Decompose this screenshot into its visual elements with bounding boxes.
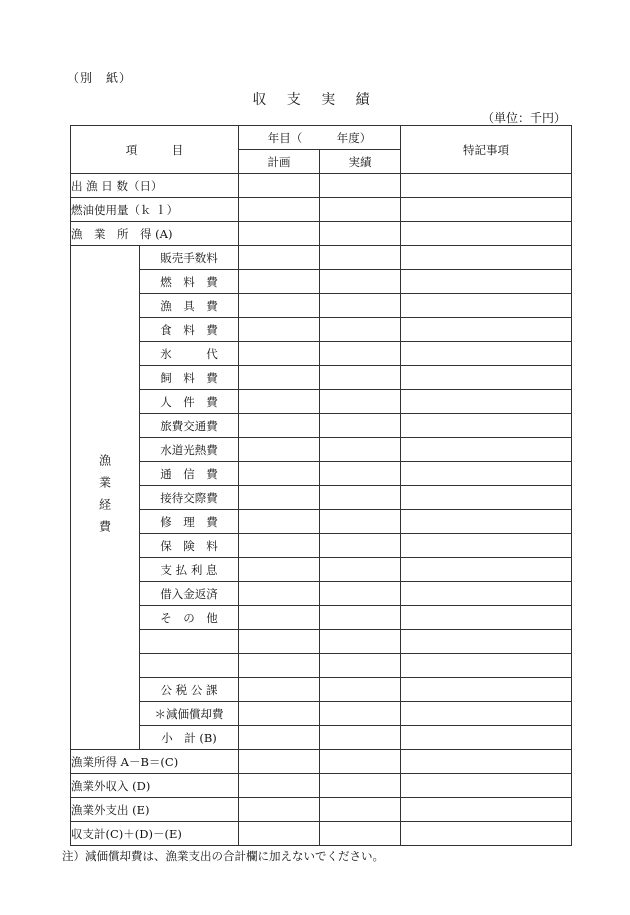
table-row xyxy=(71,174,572,198)
actual-cell[interactable] xyxy=(320,606,401,630)
remarks-cell[interactable] xyxy=(401,222,572,246)
plan-cell[interactable] xyxy=(239,174,320,198)
remarks-cell[interactable] xyxy=(401,822,572,846)
remarks-cell[interactable] xyxy=(401,678,572,702)
remarks-cell[interactable] xyxy=(401,390,572,414)
expense-item-label: 公 税 公 課 xyxy=(140,678,239,702)
expense-group-cell xyxy=(71,246,140,750)
table-row xyxy=(71,678,572,702)
table-row xyxy=(71,342,572,366)
actual-cell[interactable] xyxy=(320,774,401,798)
remarks-cell[interactable] xyxy=(401,726,572,750)
plan-cell[interactable] xyxy=(239,678,320,702)
actual-cell[interactable] xyxy=(320,222,401,246)
table-row xyxy=(71,582,572,606)
plan-cell[interactable] xyxy=(239,630,320,654)
remarks-cell[interactable] xyxy=(401,582,572,606)
row-label: 漁 業 所 得 (A) xyxy=(71,222,239,246)
table-row xyxy=(71,510,572,534)
actual-cell[interactable] xyxy=(320,390,401,414)
remarks-cell[interactable] xyxy=(401,654,572,678)
plan-cell[interactable] xyxy=(239,702,320,726)
expense-item-label: 販売手数料 xyxy=(140,246,239,270)
table-row xyxy=(71,798,572,822)
remarks-cell[interactable] xyxy=(401,270,572,294)
actual-cell[interactable] xyxy=(320,294,401,318)
actual-cell[interactable] xyxy=(320,726,401,750)
expense-item-label xyxy=(140,630,239,654)
expense-item-label: 漁 具 費 xyxy=(140,294,239,318)
table-row xyxy=(71,294,572,318)
row-label: 燃油使用量（ｋ ｌ） xyxy=(71,198,239,222)
page-title: 収 支 実 績 xyxy=(252,92,378,108)
header-remarks: 特記事項 xyxy=(401,126,572,174)
table-row xyxy=(71,246,572,270)
actual-cell[interactable] xyxy=(320,318,401,342)
expense-item-label: 食 料 費 xyxy=(140,318,239,342)
expense-item-label: 接待交際費 xyxy=(140,486,239,510)
header-year: 年目（ 年度） xyxy=(239,126,401,150)
table-row xyxy=(71,534,572,558)
remarks-cell[interactable] xyxy=(401,774,572,798)
expense-item-label: 修 理 費 xyxy=(140,510,239,534)
actual-cell[interactable] xyxy=(320,366,401,390)
actual-cell[interactable] xyxy=(320,510,401,534)
plan-cell[interactable] xyxy=(239,198,320,222)
plan-cell[interactable] xyxy=(239,342,320,366)
remarks-cell[interactable] xyxy=(401,198,572,222)
remarks-cell[interactable] xyxy=(401,318,572,342)
income-expense-table xyxy=(70,125,572,846)
remarks-cell[interactable] xyxy=(401,246,572,270)
header-actual: 実績 xyxy=(320,150,401,174)
remarks-cell[interactable] xyxy=(401,558,572,582)
plan-cell[interactable] xyxy=(239,486,320,510)
actual-cell[interactable] xyxy=(320,534,401,558)
table-row xyxy=(71,606,572,630)
table-row xyxy=(71,774,572,798)
remarks-cell[interactable] xyxy=(401,174,572,198)
actual-cell[interactable] xyxy=(320,582,401,606)
actual-cell[interactable] xyxy=(320,462,401,486)
plan-cell[interactable] xyxy=(239,294,320,318)
actual-cell[interactable] xyxy=(320,414,401,438)
row-label: 漁業外収入 (D) xyxy=(71,774,239,798)
row-label: 漁業外支出 (E) xyxy=(71,798,239,822)
actual-cell[interactable] xyxy=(320,198,401,222)
actual-cell[interactable] xyxy=(320,246,401,270)
remarks-cell[interactable] xyxy=(401,510,572,534)
remarks-cell[interactable] xyxy=(401,630,572,654)
row-label: 漁業所得 A－B＝(C) xyxy=(71,750,239,774)
table-row xyxy=(71,222,572,246)
table-row xyxy=(71,726,572,750)
remarks-cell[interactable] xyxy=(401,534,572,558)
remarks-cell[interactable] xyxy=(401,414,572,438)
table-row xyxy=(71,462,572,486)
plan-cell[interactable] xyxy=(239,414,320,438)
plan-cell[interactable] xyxy=(239,270,320,294)
unit-label: （単位：千円） xyxy=(481,111,566,125)
row-label: 収支計(C)＋(D)－(E) xyxy=(71,822,239,846)
plan-cell[interactable] xyxy=(239,318,320,342)
table-row xyxy=(71,558,572,582)
actual-cell[interactable] xyxy=(320,750,401,774)
expense-item-label: 水道光熱費 xyxy=(140,438,239,462)
expense-item-label: そ の 他 xyxy=(140,606,239,630)
plan-cell[interactable] xyxy=(239,462,320,486)
actual-cell[interactable] xyxy=(320,174,401,198)
remarks-cell[interactable] xyxy=(401,750,572,774)
table-row xyxy=(71,198,572,222)
expense-item-label: 飼 料 費 xyxy=(140,366,239,390)
plan-cell[interactable] xyxy=(239,606,320,630)
remarks-cell[interactable] xyxy=(401,606,572,630)
expense-item-label: 小 計 (B) xyxy=(140,726,239,750)
expense-item-label: ＊減価償却費 xyxy=(140,702,239,726)
actual-cell[interactable] xyxy=(320,822,401,846)
table-row xyxy=(71,318,572,342)
expense-item-label: 旅費交通費 xyxy=(140,414,239,438)
plan-cell[interactable] xyxy=(239,558,320,582)
attachment-label: （別 紙） xyxy=(67,71,133,85)
table-row xyxy=(71,366,572,390)
plan-cell[interactable] xyxy=(239,510,320,534)
expense-item-label: 通 信 費 xyxy=(140,462,239,486)
table-row xyxy=(71,654,572,678)
footnote: 注）減価償却費は、漁業支出の合計欄に加えないでください。 xyxy=(62,849,384,863)
remarks-cell[interactable] xyxy=(401,462,572,486)
plan-cell[interactable] xyxy=(239,750,320,774)
actual-cell[interactable] xyxy=(320,654,401,678)
table-row xyxy=(71,630,572,654)
actual-cell[interactable] xyxy=(320,702,401,726)
remarks-cell[interactable] xyxy=(401,366,572,390)
remarks-cell[interactable] xyxy=(401,486,572,510)
remarks-cell[interactable] xyxy=(401,438,572,462)
plan-cell[interactable] xyxy=(239,774,320,798)
table-row xyxy=(71,270,572,294)
remarks-cell[interactable] xyxy=(401,702,572,726)
plan-cell[interactable] xyxy=(239,222,320,246)
expense-item-label: 保 険 料 xyxy=(140,534,239,558)
actual-cell[interactable] xyxy=(320,270,401,294)
actual-cell[interactable] xyxy=(320,558,401,582)
header-item: 項 目 xyxy=(71,126,239,174)
actual-cell[interactable] xyxy=(320,678,401,702)
header-plan: 計画 xyxy=(239,150,320,174)
actual-cell[interactable] xyxy=(320,630,401,654)
expense-item-label xyxy=(140,654,239,678)
plan-cell[interactable] xyxy=(239,654,320,678)
plan-cell[interactable] xyxy=(239,534,320,558)
plan-cell[interactable] xyxy=(239,246,320,270)
table-row xyxy=(71,438,572,462)
plan-cell[interactable] xyxy=(239,822,320,846)
plan-cell[interactable] xyxy=(239,390,320,414)
table-row xyxy=(71,702,572,726)
expense-item-label: 氷 代 xyxy=(140,342,239,366)
plan-cell[interactable] xyxy=(239,438,320,462)
plan-cell[interactable] xyxy=(239,726,320,750)
expense-item-label: 借入金返済 xyxy=(140,582,239,606)
remarks-cell[interactable] xyxy=(401,342,572,366)
plan-cell[interactable] xyxy=(239,366,320,390)
remarks-cell[interactable] xyxy=(401,798,572,822)
expense-item-label: 人 件 費 xyxy=(140,390,239,414)
expense-group-label: 漁業経費 xyxy=(97,453,112,542)
table-row xyxy=(71,390,572,414)
actual-cell[interactable] xyxy=(320,438,401,462)
actual-cell[interactable] xyxy=(320,798,401,822)
actual-cell[interactable] xyxy=(320,486,401,510)
actual-cell[interactable] xyxy=(320,342,401,366)
row-label: 出 漁 日 数（日） xyxy=(71,174,239,198)
table-row xyxy=(71,486,572,510)
table-row xyxy=(71,414,572,438)
plan-cell[interactable] xyxy=(239,798,320,822)
expense-item-label: 支 払 利 息 xyxy=(140,558,239,582)
plan-cell[interactable] xyxy=(239,582,320,606)
table-row xyxy=(71,750,572,774)
remarks-cell[interactable] xyxy=(401,294,572,318)
table-row xyxy=(71,822,572,846)
expense-item-label: 燃 料 費 xyxy=(140,270,239,294)
